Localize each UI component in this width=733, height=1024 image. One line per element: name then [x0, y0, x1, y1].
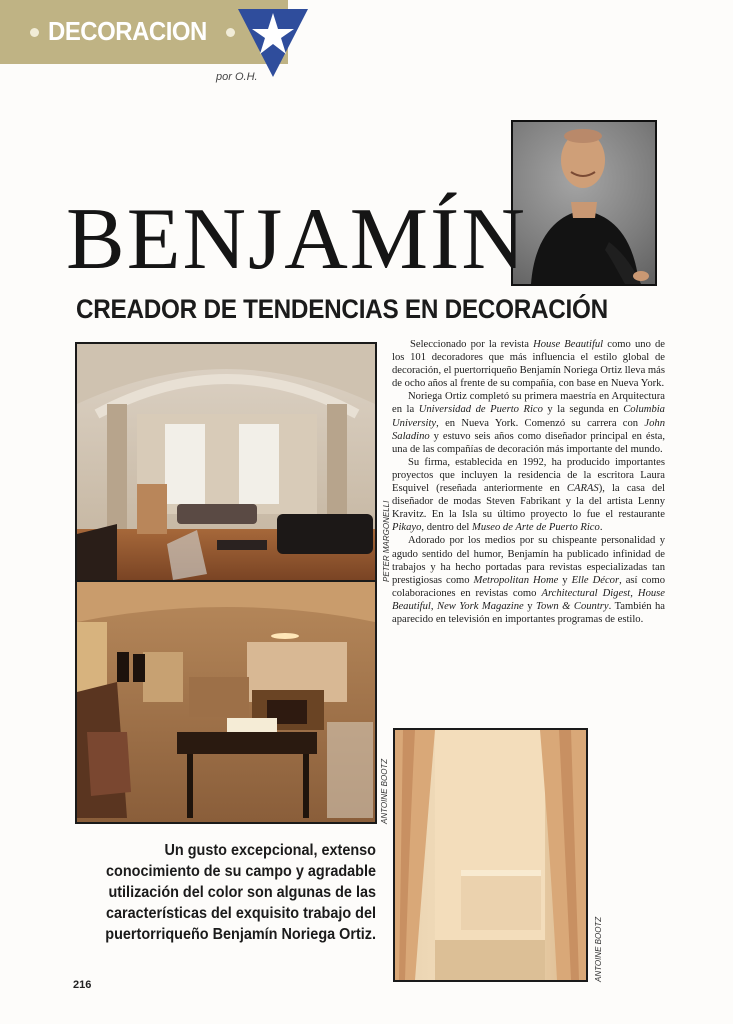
- star-badge-icon: [236, 5, 310, 79]
- body-text-run: ,: [630, 587, 638, 599]
- body-text-run: , dentro del: [421, 522, 473, 534]
- body-italic-run: Universidad de Puerto Rico: [418, 404, 543, 416]
- body-paragraph: [392, 338, 665, 390]
- body-paragraph: [392, 534, 665, 626]
- living-room-scene: [77, 344, 375, 580]
- body-text-run: Adorado por los medios por su chispeante personalidad y agudo sentido del humor, Benjamín ha publicado infinidad de trabajos y ha hecho portadas para revistas especializadas tan prestigiosas como: [392, 535, 665, 586]
- byline: por O.H.: [216, 71, 258, 83]
- dining-room-photo: [75, 582, 377, 824]
- living-room-photo: [75, 342, 377, 582]
- body-text-run: ,: [430, 600, 438, 612]
- body-text-run: Seleccionado por la revista: [410, 339, 534, 350]
- subtitle: CREADOR DE TENDENCIAS EN DECORACIÓN: [76, 294, 608, 324]
- body-text-run: , así como colaboraciones en revistas como: [392, 574, 666, 599]
- bathroom-photo: [393, 728, 588, 982]
- dining-room-scene: [77, 582, 375, 822]
- body-italic-run: Pikayo: [392, 522, 422, 534]
- credit-dining-room: ANTOINE BOOTZ: [380, 758, 389, 824]
- body-italic-run: CARAS: [566, 483, 599, 495]
- portrait-photo: [511, 120, 657, 286]
- body-text-run: como uno de los 101 decoradores que más influencia el estilo global de decoración, el puertorriqueño Benjamín Noriega Ortiz lleva más de ocho años al frente de su compañía, con base en Nueva York.: [392, 339, 666, 390]
- section-bullet-right: [226, 28, 235, 37]
- body-italic-run: Architectural Digest: [541, 587, 631, 599]
- body-italic-run: Elle Décor: [571, 574, 620, 586]
- credit-living-room: PETER MARGONELLI: [382, 500, 391, 582]
- bathroom-scene: [395, 730, 586, 980]
- credit-bathroom: ANTOINE BOOTZ: [594, 916, 603, 982]
- body-italic-run: Town & Country: [536, 600, 609, 612]
- pull-quote: Un gusto excepcional, extenso conocimiento de su campo y agradable utilización del color son algunas de las características del exquisito trabajo del puertorriqueño Benjamín Noriega Ortiz.: [105, 842, 377, 943]
- body-paragraph: [392, 390, 665, 455]
- body-text-run: , en Nueva York. Comenzó su carrera con: [436, 417, 645, 429]
- body-italic-run: House Beautiful: [533, 339, 604, 350]
- body-text-run: ), la casa del diseñador de modas Steven Fabrikant y la del artista Lenny Kravitz. En la Isla su último proyecto lo fue el restaurante: [392, 483, 665, 521]
- portrait-figure: [513, 122, 655, 284]
- body-text-run: . También ha aparecido en televisión en importantes programas de estilo.: [392, 600, 666, 625]
- body-text-run: .: [599, 522, 603, 534]
- body-italic-run: New York Magazine: [437, 600, 524, 612]
- body-paragraph: [392, 456, 665, 535]
- body-text-run: y estuvo seis años como diseñador principal en ésta, una de las compañías de decoración más importante del mundo.: [392, 430, 665, 455]
- section-title: DECORACION: [48, 16, 207, 46]
- body-italic-run: House Beautiful: [392, 587, 665, 612]
- section-bullet-left: [30, 28, 39, 37]
- article-body: [392, 338, 665, 626]
- body-italic-run: John Saladino: [392, 417, 665, 442]
- body-text-run: Su firma, establecida en 1992, ha producido importantes proyectos que incluyen la residencia de la escritora Laura Esquivel (reseñada anteriormente en: [392, 456, 665, 495]
- body-text-run: y la segunda en: [542, 404, 624, 416]
- page-number: 216: [73, 979, 92, 991]
- main-title: BENJAMÍN: [66, 191, 527, 288]
- body-text-run: Noriega Ortiz completó su primera maestría en Arquitectura en la: [392, 391, 665, 416]
- body-text-run: y: [558, 574, 572, 586]
- body-italic-run: Metropolitan Home: [473, 574, 559, 586]
- body-text-run: y: [523, 600, 537, 612]
- body-italic-run: Columbia University: [392, 404, 665, 429]
- body-italic-run: Museo de Arte de Puerto Rico: [472, 522, 600, 534]
